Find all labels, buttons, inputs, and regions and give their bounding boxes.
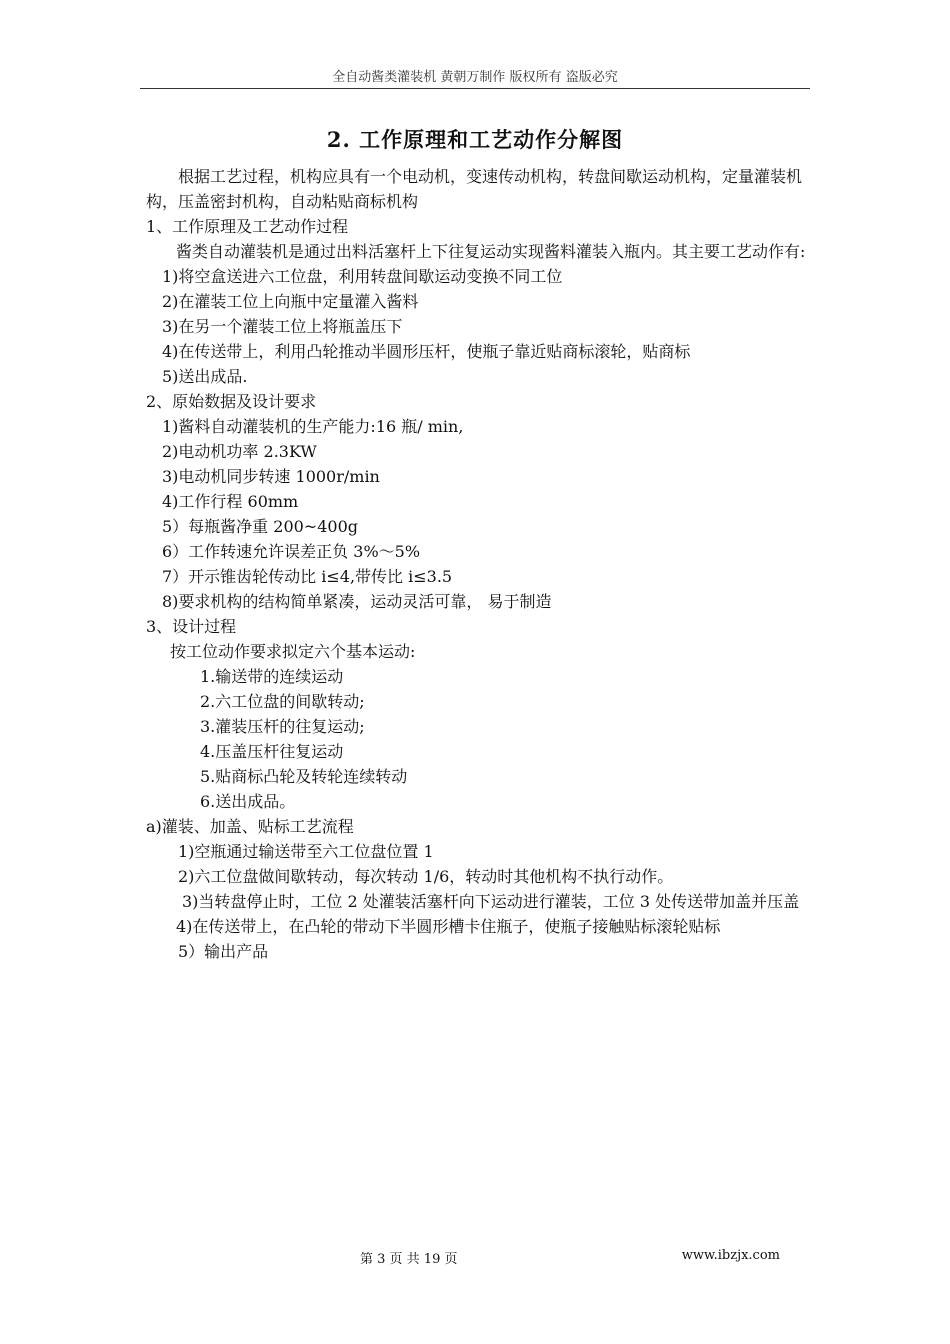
- document-body: [146, 164, 810, 964]
- list-item: 4)工作行程 60mm: [162, 492, 299, 511]
- list-item: 8)要求机构的结构简单紧凑，运动灵活可靠， 易于制造: [162, 592, 552, 611]
- list-item: 7）开示锥齿轮传动比 i≤4,带传比 i≤3.5: [162, 567, 453, 586]
- list-item: 6）工作转速允许误差正负 3%～5%: [162, 542, 421, 561]
- list-item: 5)送出成品.: [162, 367, 248, 386]
- list-item: 2.六工位盘的间歇转动;: [200, 692, 365, 711]
- list-item: 5）每瓶酱净重 200~400g: [162, 517, 358, 536]
- heading-working-principle: 1、工作原理及工艺动作过程: [146, 217, 349, 236]
- heading-design-requirements: 2、原始数据及设计要求: [146, 392, 317, 411]
- list-item: 3)当转盘停止时，工位 2 处灌装活塞杆向下运动进行灌装，工位 3 处传送带加盖并压盖: [182, 892, 800, 911]
- list-item: 4)在传送带上，利用凸轮推动半圆形压杆，使瓶子靠近贴商标滚轮，贴商标: [162, 342, 691, 361]
- list-item: 1)空瓶通过输送带至六工位盘位置 1: [178, 842, 434, 861]
- list-item: 4.压盖压杆往复运动: [200, 742, 344, 761]
- footer-url: www.ibzjx.com: [681, 1248, 780, 1263]
- list-item: 1)酱料自动灌装机的生产能力:16 瓶/ min,: [162, 417, 464, 436]
- section-title: 2. 工作原理和工艺动作分解图: [326, 127, 624, 152]
- list-item: 3)在另一个灌装工位上将瓶盖压下: [162, 317, 403, 336]
- motions-lead: 按工位动作要求拟定六个基本运动:: [170, 642, 416, 661]
- list-item: 2)六工位盘做间歇转动，每次转动 1/6，转动时其他机构不执行动作。: [178, 867, 674, 886]
- heading-design-process: 3、设计过程: [146, 617, 237, 636]
- list-item: 3)电动机同步转速 1000r/min: [162, 467, 380, 486]
- intro-paragraph: 根据工艺过程，机构应具有一个电动机，变速传动机构，转盘间歇运动机构，定量灌装机构，压盖密封机构，自动粘贴商标机构: [146, 167, 803, 211]
- page-number: 第 3 页 共 19 页: [360, 1252, 458, 1267]
- heading-process-flow: a)灌装、加盖、贴标工艺流程: [146, 817, 354, 836]
- running-header: 全自动酱类灌装机 黄朝万制作 版权所有 盗版必究: [332, 70, 618, 85]
- list-item: 5.贴商标凸轮及转轮连续转动: [200, 767, 408, 786]
- principle-paragraph: 酱类自动灌装机是通过出料活塞杆上下往复运动实现酱料灌装入瓶内。其主要工艺动作有:: [176, 242, 806, 261]
- list-item: 5）输出产品: [178, 942, 269, 961]
- header-rule: [140, 88, 810, 89]
- list-item: 3.灌装压杆的往复运动;: [200, 717, 365, 736]
- list-item: 1.输送带的连续运动: [200, 667, 344, 686]
- list-item: 1)将空盒送进六工位盘，利用转盘间歇运动变换不同工位: [162, 267, 563, 286]
- list-item: 2)电动机功率 2.3KW: [162, 442, 317, 461]
- list-item: 2)在灌装工位上向瓶中定量灌入酱料: [162, 292, 419, 311]
- list-item: 6.送出成品。: [200, 792, 296, 811]
- list-item: 4)在传送带上，在凸轮的带动下半圆形槽卡住瓶子，使瓶子接触贴标滚轮贴标: [176, 917, 721, 936]
